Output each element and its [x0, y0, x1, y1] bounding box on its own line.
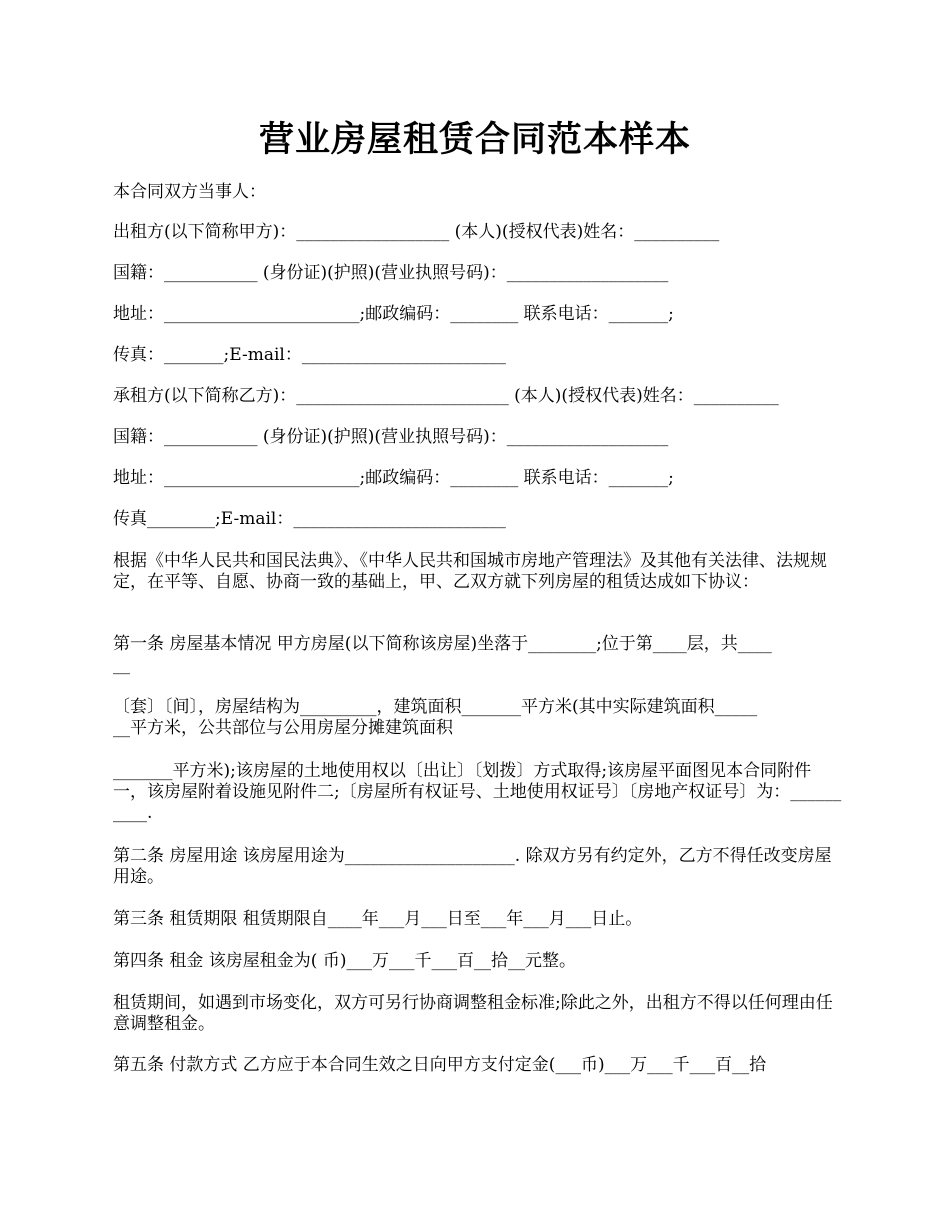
lessee-nationality-line: 国籍：___________ (身份证)(护照)(营业执照号码)：___________________ — [113, 427, 669, 447]
article-4-paragraph: 第四条 租金 该房屋租金为( 币)___万___千___百__拾__元整。 — [113, 951, 576, 971]
article-3-paragraph: 第三条 租赁期限 租赁期限自____年___月___日至___年___月___日止。 — [113, 909, 643, 929]
article-1-land-paragraph: _______平方米);该房屋的土地使用权以〔出让〕〔划拨〕方式取得;该房屋平面图见本合同附件一，该房屋附着设施见附件二;〔房屋所有权证号、土地使用权证号〕〔房地产权证号〕为：__________. — [113, 761, 842, 823]
lessor-name-line: 出租方(以下简称甲方)：__________________ (本人)(授权代表)姓名：__________ — [113, 222, 720, 242]
lessor-address-line: 地址：_______________________;邮政编码：________ 联系电话：_______; — [113, 304, 674, 324]
article-2-paragraph: 第二条 房屋用途 该房屋用途为____________________. 除双方另有约定外，乙方不得任改变房屋用途。 — [113, 846, 832, 887]
legal-basis-paragraph: 根据《中华人民共和国民法典》、《中华人民共和国城市房地产管理法》及其他有关法律、法规规定，在平等、自愿、协商一致的基础上，甲、乙双方就下列房屋的租赁达成如下协议： — [113, 551, 827, 592]
article-1-structure-paragraph: 〔套〕〔间〕，房屋结构为_________，建筑面积_______平方米(其中实际建筑面积_____ __平方米，公共部位与公用房屋分摊建筑面积 — [113, 697, 758, 738]
document-title: 营业房屋租赁合同范本样本 — [258, 119, 691, 160]
parties-intro: 本合同双方当事人： — [113, 182, 266, 202]
article-1-paragraph: 第一条 房屋基本情况 甲方房屋(以下简称该房屋)坐落于________;位于第____层，共____ __ — [113, 634, 772, 675]
lessee-name-line: 承租方(以下简称乙方)：_________________________ (本人)(授权代表)姓名：__________ — [113, 386, 779, 406]
rent-adjustment-paragraph: 租赁期间，如遇到市场变化，双方可另行协商调整租金标准;除此之外，出租方不得以任何理由任意调整租金。 — [113, 993, 833, 1034]
lessor-nationality-line: 国籍：___________ (身份证)(护照)(营业执照号码)：___________________ — [113, 263, 669, 283]
article-5-paragraph: 第五条 付款方式 乙方应于本合同生效之日向甲方支付定金(___币)___万___千___百__拾 — [113, 1055, 767, 1075]
lessor-fax-line: 传真：_______;E-mail：________________________ — [113, 345, 506, 365]
lessee-address-line: 地址：_______________________;邮政编码：________ 联系电话：_______; — [113, 468, 674, 488]
lessee-fax-line: 传真________;E-mail：_________________________ — [113, 509, 506, 529]
